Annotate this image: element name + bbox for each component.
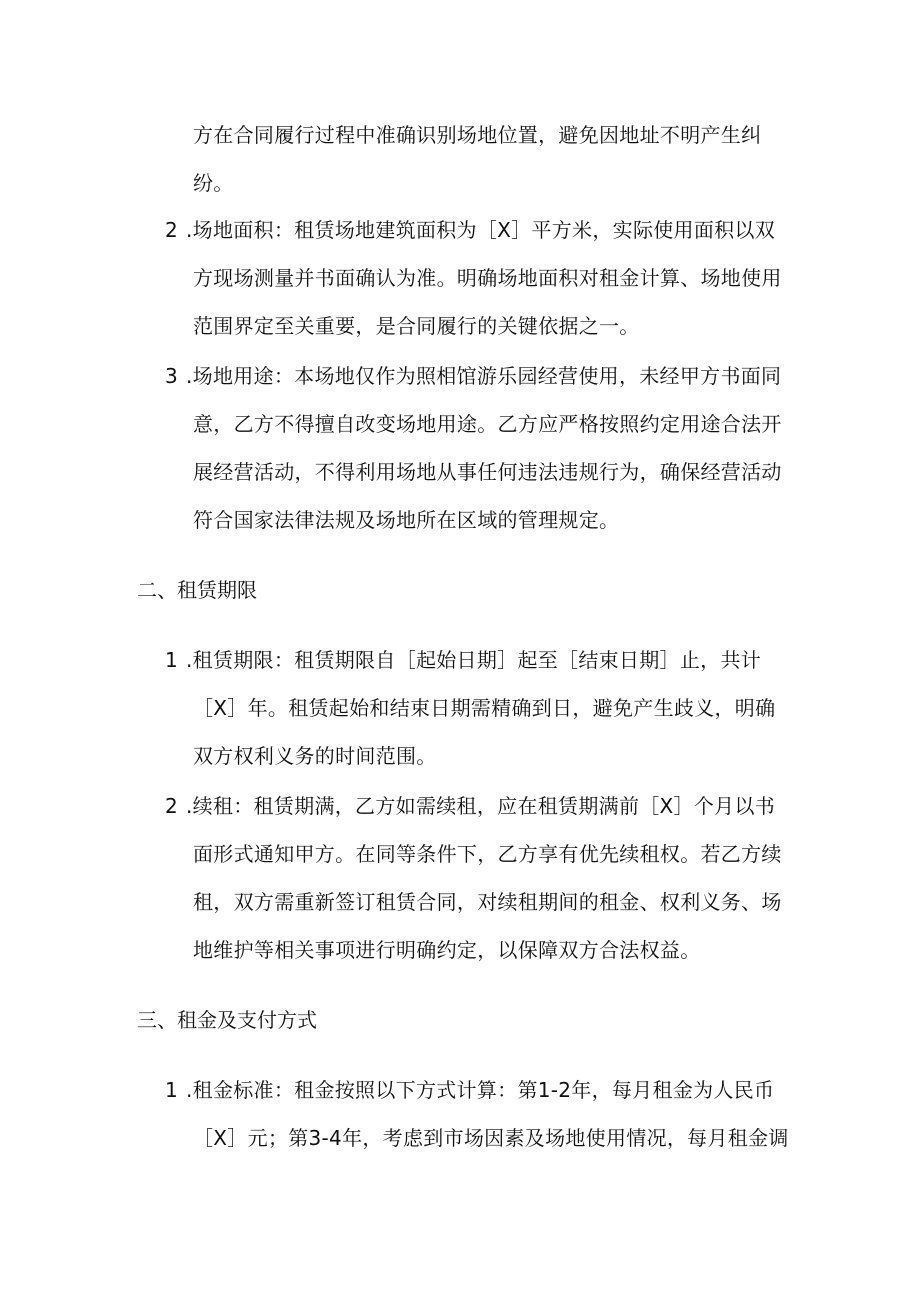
paragraph-line: .租赁期限：租赁期限自［起始日期］起至［结束日期］止，共计 bbox=[186, 648, 762, 672]
paragraph-line: 租，双方需重新签订租赁合同，对续租期间的租金、权利义务、场 bbox=[193, 890, 782, 914]
paragraph-line: 面形式通知甲方。在同等条件下，乙方享有优先续租权。若乙方续 bbox=[193, 842, 782, 866]
paragraph-line: .租金标准：租金按照以下方式计算：第1-2年，每月租金为人民币 bbox=[186, 1078, 775, 1102]
paragraph-line: 方在合同履行过程中准确识别场地位置，避免因地址不明产生纠 bbox=[193, 123, 762, 147]
paragraph-line: 地维护等相关事项进行明确约定，以保障双方合法权益。 bbox=[193, 938, 701, 962]
paragraph-line: .场地面积：租赁场地建筑面积为［X］平方米，实际使用面积以双 bbox=[186, 218, 776, 242]
paragraph-line: ［X］年。租赁起始和结束日期需精确到日，避免产生歧义，明确 bbox=[193, 696, 776, 720]
section-heading: 三、租金及支付方式 bbox=[137, 1008, 317, 1032]
item-number: 3 bbox=[165, 364, 178, 388]
paragraph-line: ［X］元；第3-4年，考虑到市场因素及场地使用情况，每月租金调 bbox=[193, 1126, 789, 1150]
paragraph-line: 方现场测量并书面确认为准。明确场地面积对租金计算、场地使用 bbox=[193, 266, 782, 290]
paragraph-line: 纷。 bbox=[193, 171, 234, 195]
paragraph-line: 符合国家法律法规及场地所在区域的管理规定。 bbox=[193, 508, 620, 532]
paragraph-line: 意，乙方不得擅自改变场地用途。乙方应严格按照约定用途合法开 bbox=[193, 412, 782, 436]
item-number: 2 bbox=[165, 218, 178, 242]
paragraph-line: .续租：租赁期满，乙方如需续租，应在租赁期满前［X］个月以书 bbox=[186, 794, 776, 818]
item-number: 2 bbox=[165, 794, 178, 818]
paragraph-line: .场地用途：本场地仅作为照相馆游乐园经营使用，未经甲方书面同 bbox=[186, 364, 782, 388]
paragraph-line: 双方权利义务的时间范围。 bbox=[193, 744, 437, 768]
paragraph-line: 范围界定至关重要，是合同履行的关键依据之一。 bbox=[193, 314, 640, 338]
section-heading: 二、租赁期限 bbox=[137, 578, 257, 602]
item-number: 1 bbox=[165, 648, 178, 672]
item-number: 1 bbox=[165, 1078, 178, 1102]
paragraph-line: 展经营活动，不得利用场地从事任何违法违规行为，确保经营活动 bbox=[193, 460, 782, 484]
